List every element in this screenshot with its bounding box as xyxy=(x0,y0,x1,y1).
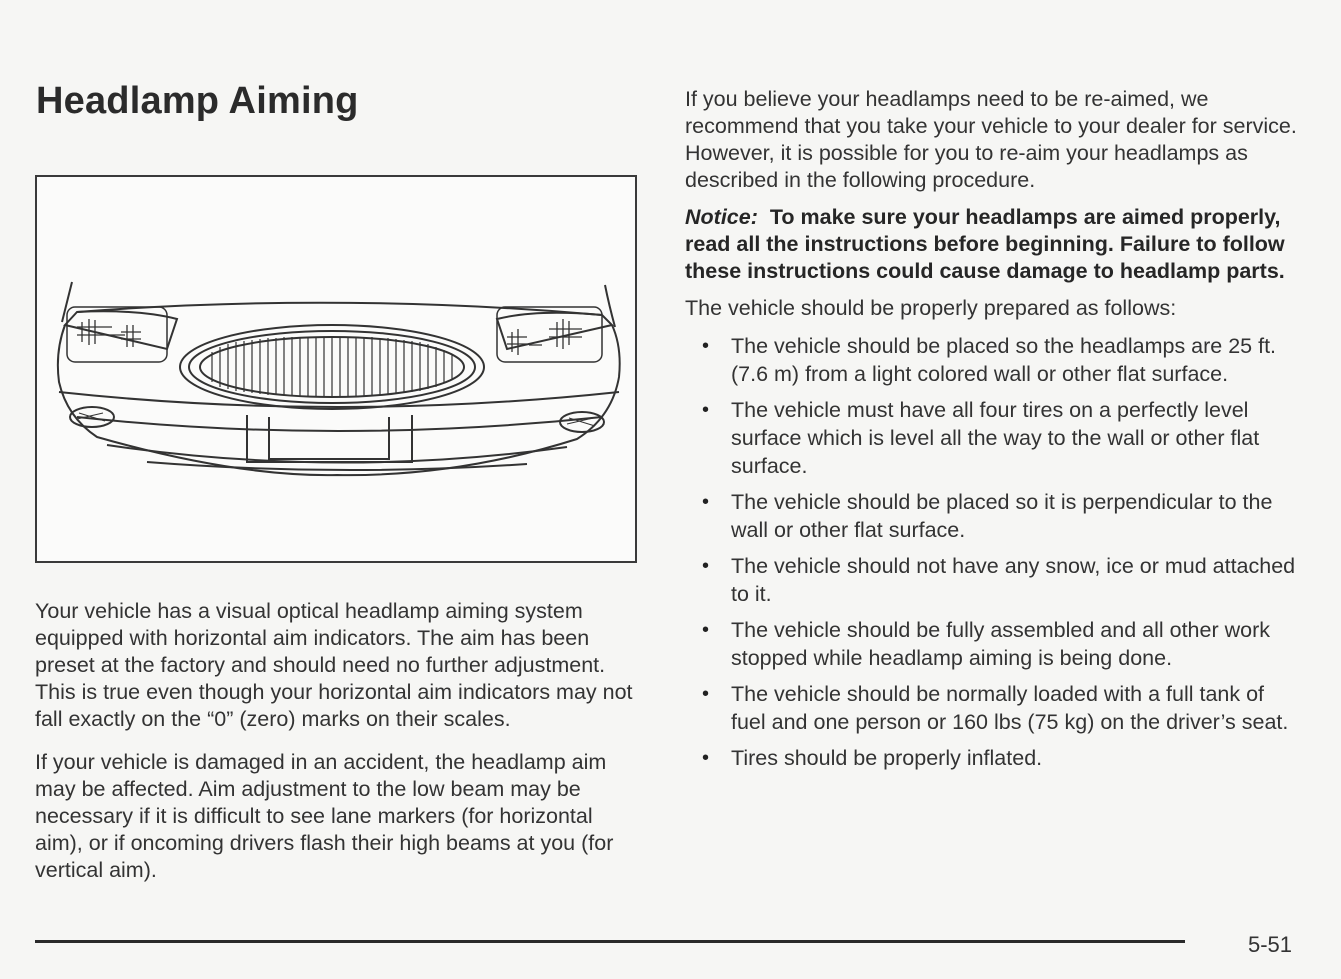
notice-text: To make sure your headlamps are aimed properly, read all the instructions before beginning. Failure to follow these instructions could cause damage to headlamp parts. xyxy=(685,205,1285,283)
list-item: • The vehicle should not have any snow, ice or mud attached to it. xyxy=(702,554,1296,606)
bullet-icon: • xyxy=(702,619,710,641)
right-column xyxy=(685,86,1300,780)
intro-paragraph: Your vehicle has a visual optical headlamp aiming system equipped with horizontal aim indicators. The aim has been preset at the factory and should need no further adjustment. This is true even though your horizontal aim indicators may not fall exactly on the “0” (zero) marks on their scales. xyxy=(35,599,633,731)
car-front-icon xyxy=(37,177,637,563)
list-item: • Tires should be properly inflated. xyxy=(702,746,1043,770)
list-item: • The vehicle should be normally loaded with a full tank of fuel and one person or 160 lbs (75 kg) on the driver’s seat. xyxy=(702,682,1289,734)
list-item: • The vehicle should be fully assembled and all other work stopped while headlamp aiming is being done. xyxy=(702,618,1270,670)
footer-rule xyxy=(35,940,1185,943)
prep-intro: The vehicle should be properly prepared as follows: xyxy=(685,296,1177,320)
list-item: • The vehicle should be placed so the headlamps are 25 ft. (7.6 m) from a light colored wall or other flat surface. xyxy=(702,334,1277,386)
notice-label: Notice: xyxy=(685,205,758,229)
headlamp-figure xyxy=(35,175,637,563)
bullet-icon: • xyxy=(702,491,710,513)
bullet-icon: • xyxy=(702,335,710,357)
bullet-icon: • xyxy=(702,747,710,769)
prep-list xyxy=(685,332,1300,772)
bullet-icon: • xyxy=(702,683,710,705)
damage-paragraph: If your vehicle is damaged in an accident, the headlamp aim may be affected. Aim adjustment to the low beam may be necessary if it is difficult to see lane markers (for horizontal aim), or if oncoming drivers flash their high beams at you (for vertical aim). xyxy=(35,750,614,882)
notice-block xyxy=(685,204,1300,285)
left-column xyxy=(35,598,645,884)
list-item: • The vehicle must have all four tires on a perfectly level surface which is level all the way to the wall or other flat surface. xyxy=(702,398,1260,478)
bullet-icon: • xyxy=(702,399,710,421)
bullet-icon: • xyxy=(702,555,710,577)
page-title: Headlamp Aiming xyxy=(36,80,359,122)
list-item: • The vehicle should be placed so it is perpendicular to the wall or other flat surface. xyxy=(702,490,1273,542)
reaim-paragraph: If you believe your headlamps need to be re-aimed, we recommend that you take your vehicle to your dealer for service. However, it is possible for you to re-aim your headlamps as described in the following procedure. xyxy=(685,87,1297,192)
page-number: 5-51 xyxy=(1248,932,1293,957)
